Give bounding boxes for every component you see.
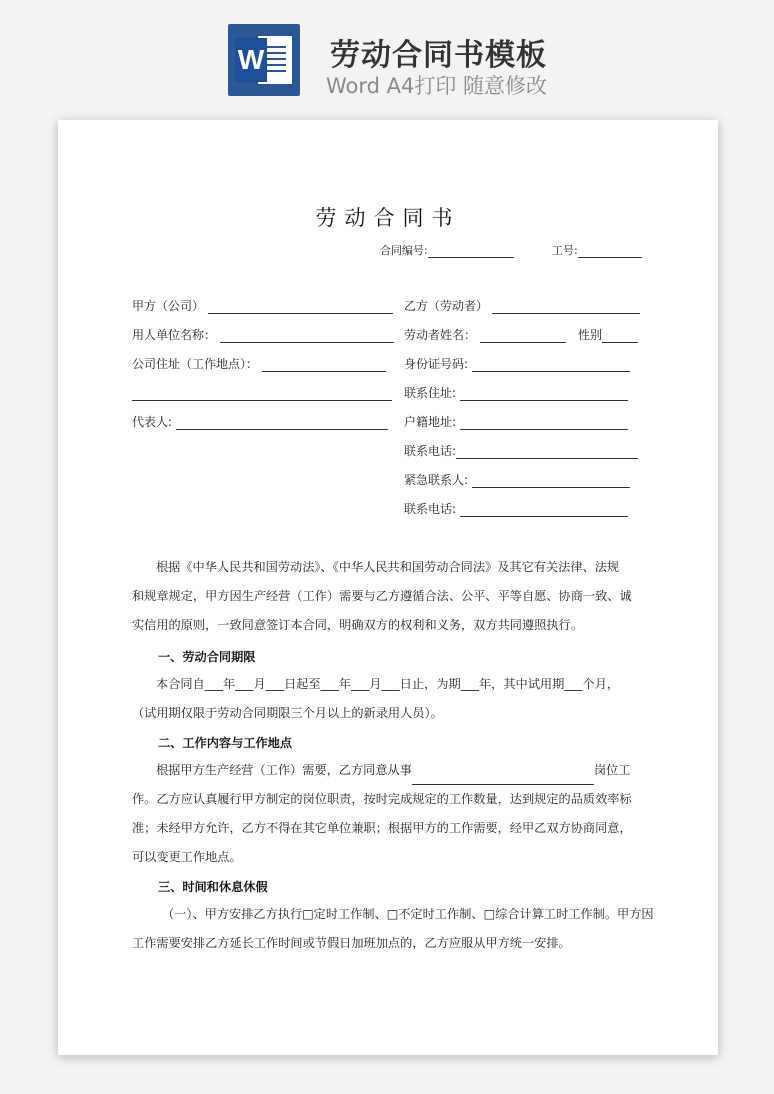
intro-line: 根据《中华人民共和国劳动法》、《中华人民共和国劳动合同法》及其它有关法律、法规 bbox=[156, 560, 620, 574]
section-2-line: 作。乙方应认真履行甲方制定的岗位职责，按时完成规定的工作数量，达到规定的品质效率标 bbox=[132, 792, 632, 806]
document-page bbox=[58, 120, 718, 1055]
job-number-label: 工号: bbox=[552, 244, 578, 257]
contact-address-field[interactable] bbox=[404, 385, 628, 401]
section-1-line: 本合同自___年___月___日起至___年___月___日止，为期___年，其中试用期___个月， bbox=[156, 677, 620, 691]
emergency-contact-field[interactable] bbox=[404, 472, 630, 488]
section-1-heading: 一、劳动合同期限 bbox=[158, 650, 256, 664]
phone-label: 联系电话: bbox=[404, 444, 457, 458]
contract-number-field[interactable] bbox=[380, 242, 514, 258]
representative-label: 代表人: bbox=[132, 415, 173, 429]
banner-title: 劳动合同书模板 bbox=[330, 38, 547, 73]
banner-subtitle: Word A4打印 随意修改 bbox=[326, 74, 548, 98]
section-3-line: （一）、甲方安排乙方执行□定时工作制、□不定时工作制、□综合计算工时工作制。甲方因 bbox=[162, 907, 654, 921]
company-address-field[interactable] bbox=[132, 356, 386, 372]
section-2-text: 岗位工 bbox=[593, 763, 631, 777]
intro-line: 实信用的原则，一致同意签订本合同，明确双方的权利和义务，双方共同遵照执行。 bbox=[132, 618, 583, 632]
id-number-field[interactable] bbox=[404, 356, 630, 372]
document-title: 劳动合同书 bbox=[315, 206, 461, 230]
worker-name-field[interactable] bbox=[404, 327, 566, 343]
section-2-line: 可以变更工作地点。 bbox=[132, 850, 242, 864]
address-continuation-line[interactable] bbox=[132, 400, 392, 401]
section-1-paragraph bbox=[132, 670, 642, 728]
contact-address-label: 联系住址: bbox=[404, 386, 457, 400]
representative-field[interactable] bbox=[132, 414, 388, 430]
party-a-company-label: 甲方（公司） bbox=[132, 299, 205, 313]
hukou-address-label: 户籍地址: bbox=[404, 415, 457, 429]
worker-name-label: 劳动者姓名： bbox=[404, 328, 477, 342]
word-app-icon bbox=[228, 24, 300, 96]
contract-number-label: 合同编号: bbox=[380, 244, 428, 257]
section-2-line: 准；未经甲方允许，乙方不得在其它单位兼职；根据甲方的工作需要，经甲乙双方协商同意， bbox=[132, 821, 632, 835]
party-a-company-field[interactable] bbox=[132, 298, 393, 314]
phone-field[interactable] bbox=[404, 443, 638, 459]
gender-field[interactable] bbox=[578, 327, 638, 343]
id-number-label: 身份证号码: bbox=[404, 357, 469, 371]
section-2-paragraph bbox=[132, 756, 642, 872]
phone2-label: 联系电话: bbox=[404, 502, 457, 516]
hukou-address-field[interactable] bbox=[404, 414, 628, 430]
word-logo-letter: W bbox=[235, 38, 267, 82]
section-2-text: 根据甲方生产经营（工作）需要，乙方同意从事 bbox=[156, 763, 412, 777]
section-3-line: 工作需要安排乙方延长工作时间或节假日加班加点的，乙方应服从甲方统一安排。 bbox=[132, 936, 571, 950]
section-3-paragraph bbox=[132, 900, 654, 958]
section-2-first-line bbox=[132, 756, 642, 785]
employer-name-label: 用人单位名称： bbox=[132, 328, 217, 342]
section-1-line: （试用期仅限于劳动合同期限三个月以上的新录用人员）。 bbox=[132, 706, 443, 720]
party-b-worker-field[interactable] bbox=[404, 298, 640, 314]
phone2-field[interactable] bbox=[404, 501, 628, 517]
employer-name-field[interactable] bbox=[132, 327, 394, 343]
section-3-heading: 三、时间和休息休假 bbox=[158, 880, 268, 894]
job-number-field[interactable] bbox=[552, 242, 642, 258]
intro-paragraph bbox=[132, 553, 642, 640]
gender-label: 性别 bbox=[578, 328, 603, 342]
intro-line: 和规章规定，甲方因生产经营（工作）需要与乙方遵循合法、公平、平等自愿、协商一致、诚 bbox=[132, 589, 632, 603]
job-position-blank[interactable] bbox=[412, 771, 594, 785]
emergency-contact-label: 紧急联系人: bbox=[404, 473, 469, 487]
section-2-heading: 二、工作内容与工作地点 bbox=[158, 736, 293, 750]
party-b-worker-label: 乙方（劳动者） bbox=[404, 299, 489, 313]
company-address-label: 公司住址（工作地点）： bbox=[132, 357, 259, 371]
